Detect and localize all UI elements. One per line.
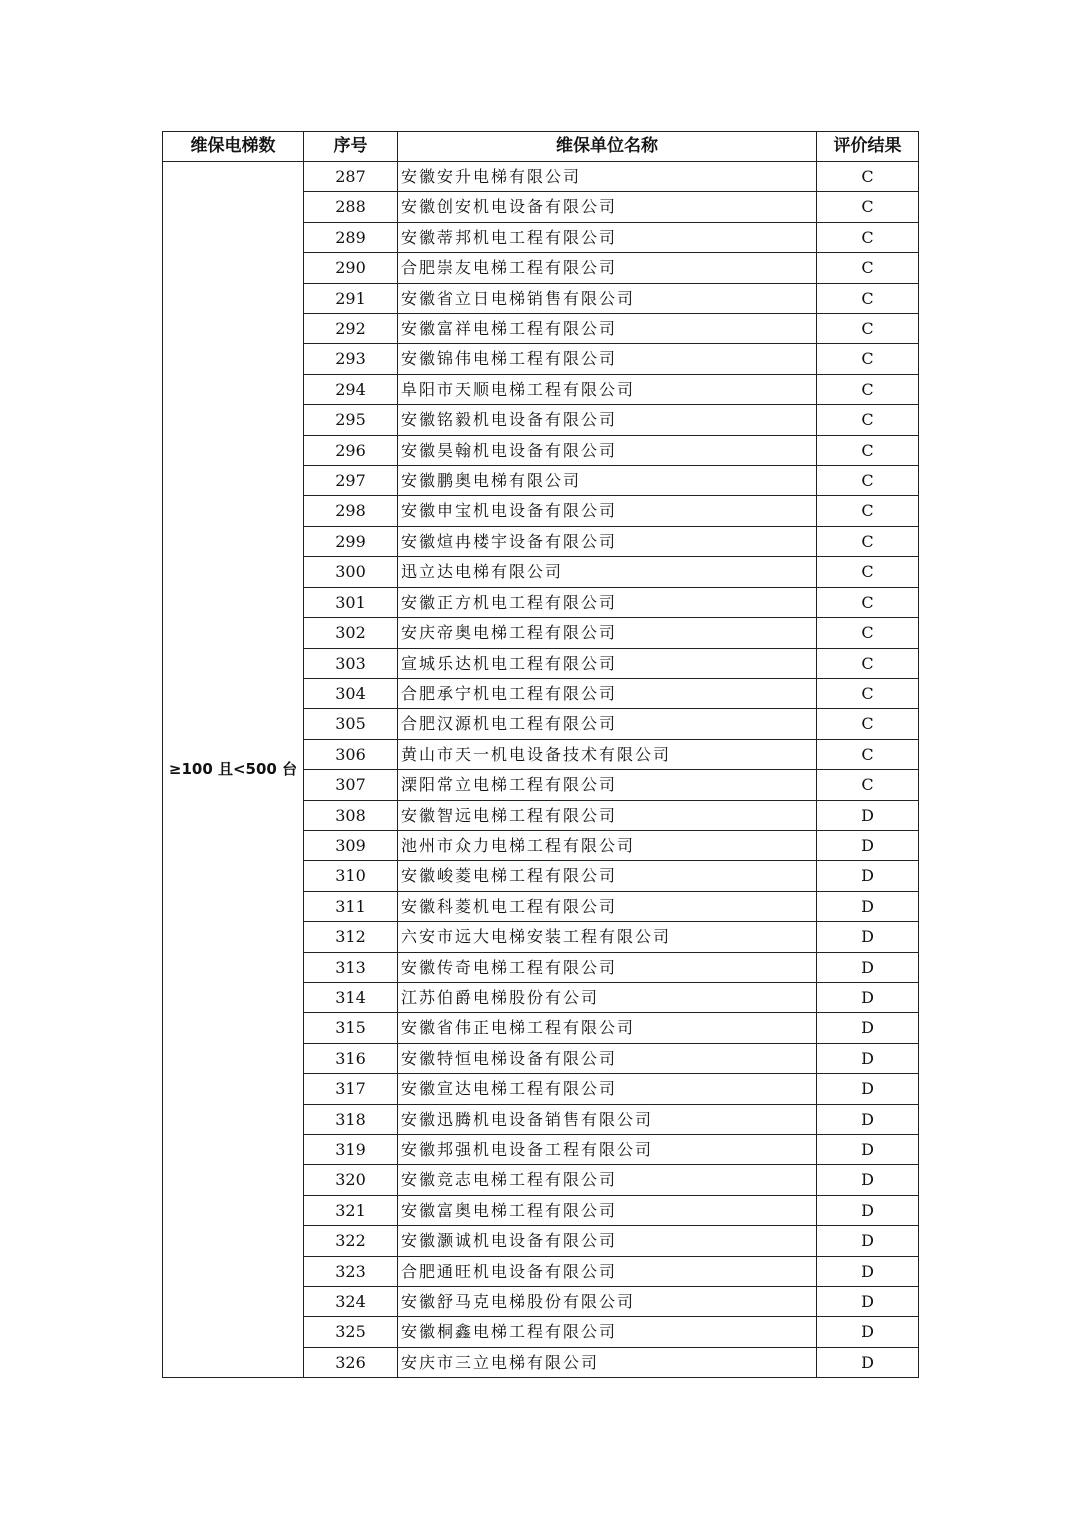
row-unit-name: 宣城乐达机电工程有限公司: [398, 648, 817, 678]
table-body: [163, 162, 919, 1378]
row-sequence: 317: [304, 1074, 398, 1104]
row-unit-name: 安徽迅腾机电设备销售有限公司: [398, 1104, 817, 1134]
row-evaluation-result: C: [817, 466, 919, 496]
row-sequence: 303: [304, 648, 398, 678]
row-unit-name: 安徽省伟正电梯工程有限公司: [398, 1013, 817, 1043]
row-evaluation-result: C: [817, 344, 919, 374]
row-unit-name: 安徽邦强机电设备工程有限公司: [398, 1135, 817, 1165]
row-evaluation-result: C: [817, 405, 919, 435]
row-evaluation-result: D: [817, 830, 919, 860]
row-sequence: 294: [304, 374, 398, 404]
row-evaluation-result: C: [817, 162, 919, 192]
row-sequence: 323: [304, 1256, 398, 1286]
row-unit-name: 安徽舒马克电梯股份有限公司: [398, 1287, 817, 1317]
row-evaluation-result: C: [817, 496, 919, 526]
row-evaluation-result: D: [817, 891, 919, 921]
row-unit-name: 江苏伯爵电梯股份有公司: [398, 982, 817, 1012]
row-unit-name: 池州市众力电梯工程有限公司: [398, 830, 817, 860]
maintenance-evaluation-table: [162, 131, 919, 1378]
row-evaluation-result: D: [817, 1317, 919, 1347]
table-row: [163, 162, 919, 192]
row-evaluation-result: C: [817, 526, 919, 556]
row-sequence: 301: [304, 587, 398, 617]
row-unit-name: 溧阳常立电梯工程有限公司: [398, 770, 817, 800]
row-unit-name: 安徽科菱机电工程有限公司: [398, 891, 817, 921]
row-evaluation-result: D: [817, 1287, 919, 1317]
row-sequence: 297: [304, 466, 398, 496]
row-evaluation-result: D: [817, 1074, 919, 1104]
row-evaluation-result: D: [817, 861, 919, 891]
row-sequence: 305: [304, 709, 398, 739]
row-unit-name: 安徽鹏奥电梯有限公司: [398, 466, 817, 496]
row-sequence: 315: [304, 1013, 398, 1043]
row-sequence: 320: [304, 1165, 398, 1195]
row-unit-name: 安徽蒂邦机电工程有限公司: [398, 222, 817, 252]
row-unit-name: 安庆市三立电梯有限公司: [398, 1347, 817, 1377]
row-evaluation-result: C: [817, 648, 919, 678]
row-sequence: 311: [304, 891, 398, 921]
row-sequence: 292: [304, 314, 398, 344]
row-evaluation-result: C: [817, 314, 919, 344]
row-unit-name: 黄山市天一机电设备技术有限公司: [398, 739, 817, 769]
row-sequence: 322: [304, 1226, 398, 1256]
row-evaluation-result: D: [817, 1195, 919, 1225]
row-evaluation-result: C: [817, 557, 919, 587]
row-sequence: 316: [304, 1043, 398, 1073]
row-unit-name: 迅立达电梯有限公司: [398, 557, 817, 587]
row-evaluation-result: C: [817, 587, 919, 617]
row-sequence: 296: [304, 435, 398, 465]
row-sequence: 319: [304, 1135, 398, 1165]
row-unit-name: 安徽昊翰机电设备有限公司: [398, 435, 817, 465]
row-sequence: 307: [304, 770, 398, 800]
row-sequence: 306: [304, 739, 398, 769]
row-unit-name: 安徽锦伟电梯工程有限公司: [398, 344, 817, 374]
row-sequence: 287: [304, 162, 398, 192]
row-sequence: 290: [304, 253, 398, 283]
row-sequence: 321: [304, 1195, 398, 1225]
row-unit-name: 安徽煊冉楼宇设备有限公司: [398, 526, 817, 556]
row-unit-name: 安庆帝奥电梯工程有限公司: [398, 618, 817, 648]
row-evaluation-result: C: [817, 709, 919, 739]
row-evaluation-result: C: [817, 678, 919, 708]
header-sequence: 序号: [304, 132, 398, 162]
row-sequence: 313: [304, 952, 398, 982]
elevator-count-group: ≥100 且<500 台: [163, 162, 304, 1378]
row-unit-name: 安徽桐鑫电梯工程有限公司: [398, 1317, 817, 1347]
row-evaluation-result: D: [817, 1135, 919, 1165]
row-unit-name: 阜阳市天顺电梯工程有限公司: [398, 374, 817, 404]
row-sequence: 291: [304, 283, 398, 313]
row-unit-name: 安徽传奇电梯工程有限公司: [398, 952, 817, 982]
row-evaluation-result: D: [817, 952, 919, 982]
row-unit-name: 合肥汉源机电工程有限公司: [398, 709, 817, 739]
header-elevator-count: 维保电梯数: [163, 132, 304, 162]
row-unit-name: 安徽正方机电工程有限公司: [398, 587, 817, 617]
row-sequence: 312: [304, 922, 398, 952]
row-unit-name: 安徽智远电梯工程有限公司: [398, 800, 817, 830]
row-evaluation-result: C: [817, 253, 919, 283]
row-evaluation-result: C: [817, 739, 919, 769]
row-evaluation-result: D: [817, 1256, 919, 1286]
row-evaluation-result: C: [817, 283, 919, 313]
row-evaluation-result: D: [817, 1013, 919, 1043]
row-sequence: 309: [304, 830, 398, 860]
row-sequence: 318: [304, 1104, 398, 1134]
row-sequence: 324: [304, 1287, 398, 1317]
row-evaluation-result: D: [817, 1165, 919, 1195]
row-unit-name: 安徽创安机电设备有限公司: [398, 192, 817, 222]
row-evaluation-result: D: [817, 1347, 919, 1377]
row-sequence: 300: [304, 557, 398, 587]
row-unit-name: 六安市远大电梯安装工程有限公司: [398, 922, 817, 952]
row-unit-name: 安徽铭毅机电设备有限公司: [398, 405, 817, 435]
row-sequence: 326: [304, 1347, 398, 1377]
row-sequence: 308: [304, 800, 398, 830]
row-evaluation-result: C: [817, 222, 919, 252]
row-evaluation-result: D: [817, 1226, 919, 1256]
row-unit-name: 安徽竞志电梯工程有限公司: [398, 1165, 817, 1195]
header-evaluation-result: 评价结果: [817, 132, 919, 162]
row-unit-name: 安徽富奥电梯工程有限公司: [398, 1195, 817, 1225]
table-header-row: [163, 132, 919, 162]
row-unit-name: 合肥通旺机电设备有限公司: [398, 1256, 817, 1286]
header-unit-name: 维保单位名称: [398, 132, 817, 162]
row-sequence: 314: [304, 982, 398, 1012]
row-evaluation-result: C: [817, 192, 919, 222]
row-sequence: 289: [304, 222, 398, 252]
row-evaluation-result: D: [817, 982, 919, 1012]
row-unit-name: 合肥承宁机电工程有限公司: [398, 678, 817, 708]
row-evaluation-result: D: [817, 1043, 919, 1073]
row-evaluation-result: C: [817, 435, 919, 465]
row-unit-name: 安徽峻菱电梯工程有限公司: [398, 861, 817, 891]
row-unit-name: 安徽富祥电梯工程有限公司: [398, 314, 817, 344]
row-unit-name: 安徽特恒电梯设备有限公司: [398, 1043, 817, 1073]
row-sequence: 325: [304, 1317, 398, 1347]
row-sequence: 299: [304, 526, 398, 556]
row-sequence: 288: [304, 192, 398, 222]
row-sequence: 295: [304, 405, 398, 435]
row-evaluation-result: D: [817, 1104, 919, 1134]
row-sequence: 304: [304, 678, 398, 708]
row-evaluation-result: C: [817, 374, 919, 404]
row-evaluation-result: D: [817, 922, 919, 952]
row-unit-name: 安徽灏诚机电设备有限公司: [398, 1226, 817, 1256]
row-sequence: 302: [304, 618, 398, 648]
row-sequence: 310: [304, 861, 398, 891]
row-evaluation-result: C: [817, 618, 919, 648]
row-evaluation-result: C: [817, 770, 919, 800]
row-sequence: 293: [304, 344, 398, 374]
row-sequence: 298: [304, 496, 398, 526]
row-unit-name: 安徽安升电梯有限公司: [398, 162, 817, 192]
row-evaluation-result: D: [817, 800, 919, 830]
row-unit-name: 安徽申宝机电设备有限公司: [398, 496, 817, 526]
row-unit-name: 安徽宣达电梯工程有限公司: [398, 1074, 817, 1104]
row-unit-name: 安徽省立日电梯销售有限公司: [398, 283, 817, 313]
row-unit-name: 合肥崇友电梯工程有限公司: [398, 253, 817, 283]
